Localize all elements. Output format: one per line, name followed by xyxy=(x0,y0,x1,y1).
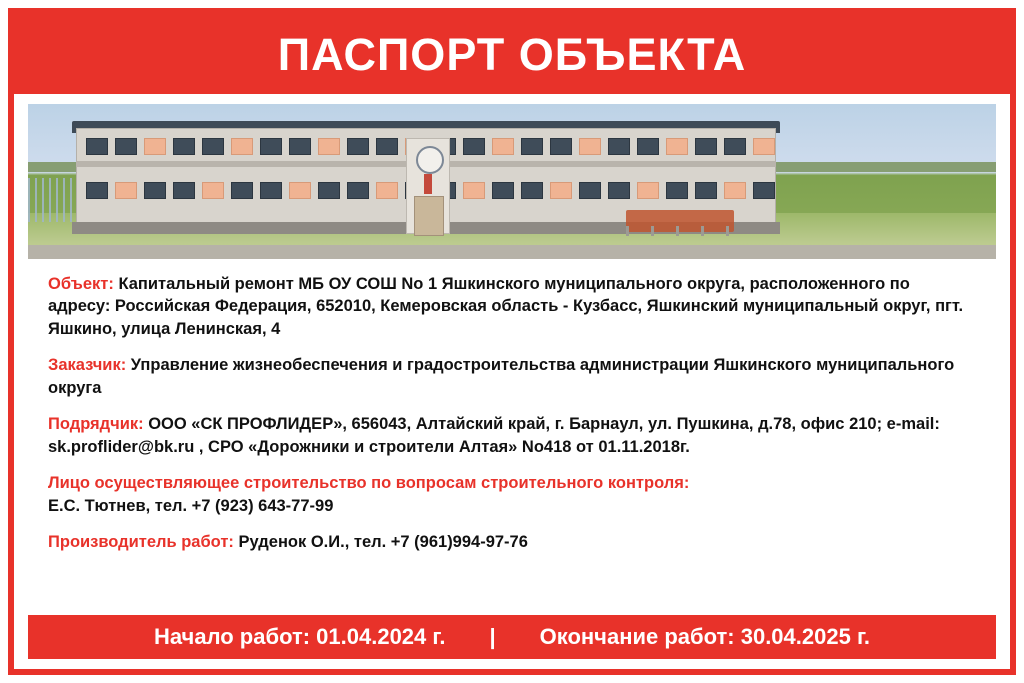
board-footer xyxy=(28,615,996,659)
field-contractor xyxy=(48,413,976,458)
building-photo xyxy=(28,104,996,259)
field-customer xyxy=(48,354,976,399)
fence xyxy=(28,178,80,222)
entrance-accent xyxy=(424,174,432,194)
canopy-supports xyxy=(626,226,734,236)
board-header xyxy=(14,14,1010,94)
field-contractor-value: ООО «СК ПРОФЛИДЕР», 656043, Алтайский край, г. Барнаул, ул. Пушкина, д.78, офис 210; e-mail: sk.proflider@bk.ru , СРО «Дорожники и строители Алтая» No418 от 01.11.2018г. xyxy=(48,415,940,456)
school-emblem-icon xyxy=(416,146,444,174)
field-customer-label: Заказчик: xyxy=(48,356,127,375)
page-title: ПАСПОРТ ОБЪЕКТА xyxy=(277,28,747,80)
field-object-label: Объект: xyxy=(48,275,114,293)
board-inner xyxy=(14,94,1010,607)
field-supervision xyxy=(48,472,976,517)
field-contractor-label: Подрядчик: xyxy=(48,415,144,434)
field-works-manager-label: Производитель работ: xyxy=(48,532,234,551)
road xyxy=(28,245,996,259)
field-object xyxy=(48,273,976,340)
field-works-manager-value: Руденок О.И., тел. +7 (961)994-97-76 xyxy=(233,532,528,551)
work-end-date: Окончание работ: 30.04.2025 г. xyxy=(539,624,871,649)
field-supervision-value: Е.С. Тютнев, тел. +7 (923) 643-77-99 xyxy=(48,496,334,515)
board-content xyxy=(28,259,996,607)
work-start-date: Начало работ: 01.04.2024 г. xyxy=(153,624,446,649)
information-board xyxy=(8,8,1016,675)
footer-separator: | xyxy=(489,624,496,649)
field-object-value: Капитальный ремонт МБ ОУ СОШ No 1 Яшкинского муниципального округа, расположенного по адресу: Российская Федерация, 652010, Кемеровская область - Кузбасс, Яшкинский муниципальный округ, пгт. Яшкино, улица Ленинская, 4 xyxy=(48,275,964,338)
entrance-door xyxy=(414,196,444,236)
field-works-manager xyxy=(48,531,976,553)
field-supervision-label: Лицо осуществляющее строительство по вопросам строительного контроля: xyxy=(48,474,690,493)
photo-scene xyxy=(28,104,996,259)
field-customer-value: Управление жизнеобеспечения и градостроительства администрации Яшкинского муниципального округа xyxy=(48,356,955,397)
